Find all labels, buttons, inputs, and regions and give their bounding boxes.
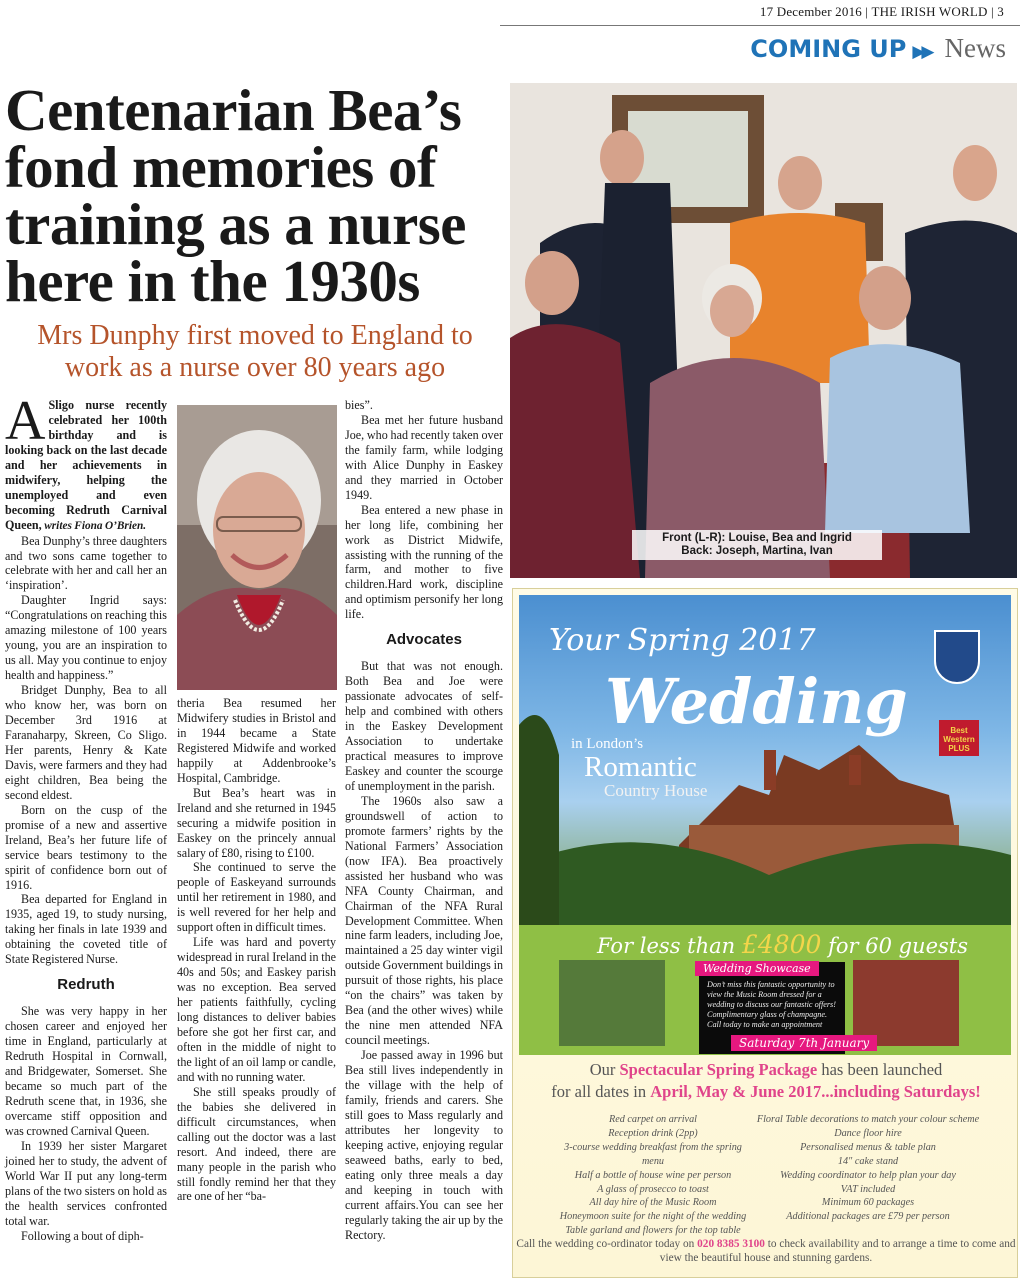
ad-launch-text: Our Spectacular Spring Package has been launched for all dates in April, May & June 2017...including Saturdays! — [551, 1060, 981, 1101]
paragraph: In 1939 her sister Margaret joined her to study, the advent of World War II put any long-term plans of the two sisters on hold as the health services confronted total war. — [5, 1138, 167, 1228]
section-name: News — [944, 33, 1006, 63]
country-house-image — [519, 595, 1011, 1055]
ad-price: For less than £4800 for 60 guests — [597, 930, 968, 959]
list-item: Minimum 60 packages — [821, 1197, 915, 1209]
byline: writes Fiona O’Brien. — [44, 519, 147, 532]
list-item: 14" cake stand — [837, 1155, 899, 1167]
paragraph: theria Bea resumed her Midwifery studies in Bristol and in 1944 became a State Registered Midwife and worked happily at Addenbrooke’s Hospital, Cambridge. — [177, 696, 336, 785]
list-item: A glass of prosecco to toast — [597, 1183, 709, 1195]
showcase-title: Wedding Showcase — [695, 961, 819, 976]
headline: Centenarian Bea’s fond memories of training as a nurse here in the 1930s — [5, 77, 466, 314]
showcase-date: Saturday 7th January — [731, 1035, 877, 1051]
paragraph: Following a bout of diph- — [21, 1228, 144, 1243]
issue-date: 17 December 2016 — [759, 4, 862, 19]
list-item: Reception drink (2pp) — [608, 1127, 698, 1139]
article-column-2 — [177, 696, 336, 1204]
portrait-photo — [177, 405, 337, 690]
subheading-redruth: Redruth — [57, 976, 115, 994]
paragraph: Bea entered a new phase in her long life, combining her work as District Midwife, assisting with the running of the farm, and mother to five children.Hard work, discipline and optimism personify her long life. — [345, 502, 503, 622]
masthead: 17 December 2016 | THE IRISH WORLD | 3 — [759, 4, 1004, 19]
paragraph: Bea met her future husband Joe, who had recently taken over the family farm, while lodging with Alice Dunphy in Easkey and they married in October 1949. — [345, 412, 503, 502]
section-header — [750, 33, 1006, 64]
paragraph: Joe passed away in 1996 but Bea still lives independently in the village with the help of family, friends and carers. She still goes to Mass regularly and attributes her longevity to keeping active, enjoying regular seaweed baths, early to bed, eating only three meals a day and keeping in touch with current affairs.You can see her regularly taking the air up by the Rectory. — [345, 1048, 503, 1242]
ad-romantic: Romantic — [584, 751, 697, 783]
paragraph: She was very happy in her chosen career and enjoyed her time in England, particularly at Redruth Hospital in Cornwall, and Bridgewater, Somerset. She became so much part of the Redruth scene that, in 1936, she overcame stiff opposition and was crowned Carnival Queen. — [5, 1004, 167, 1138]
list-item: Additional packages are £79 per person — [786, 1211, 950, 1223]
package-list-right — [753, 1113, 983, 1224]
double-arrow-icon: ▶▶ — [912, 42, 931, 61]
article-column-3 — [345, 398, 503, 1242]
article-column-1 — [5, 390, 167, 1243]
paragraph: Life was hard and poverty widespread in rural Ireland in the 40s and 50s; and Easkey parish was no exception. Bea served her patients faithfully, cycling long distances to deliver babies before she got her first car, and often in the middle of night to the light of an oil lamp or candle, and with no running water. — [177, 935, 336, 1084]
paragraph: But Bea’s heart was in Ireland and she returned in 1945 securing a midwife position in Easkey on the princely annual salary of £80, rising to £100. — [177, 785, 336, 860]
list-item: Floral Table decorations to match your colour scheme — [756, 1114, 980, 1125]
paragraph: Bea Dunphy’s three daughters and two sons came together to celebrate with her and call her an ‘inspiration’. — [5, 533, 167, 593]
list-item: Table garland and flowers for the top table — [565, 1225, 741, 1237]
ad-call-to-action: Call the wedding co-ordinator today on 020 8385 3100 to check availability and to arrange a time to come and view the beautiful house and stunning gardens. — [516, 1238, 1016, 1264]
drop-cap: A — [5, 390, 46, 452]
paragraph: But that was not enough. Both Bea and Joe were passionate advocates of self-help and combined with others in the Easkey Development Association to undertake practical measures to improve Easkey and counter the scourge of unemployment in the parish. — [345, 659, 503, 793]
phone-number: 020 8385 3100 — [697, 1238, 765, 1250]
ad-title-wedding: Wedding — [605, 665, 908, 738]
wedding-advertisement — [512, 588, 1018, 1278]
list-item: Dance floor hire — [834, 1127, 902, 1139]
subheading-advocates: Advocates — [386, 631, 462, 649]
paragraph: She continued to serve the people of Easkeyand surrounds until her retirement in 1980, and is well revered for her help and support often in difficult times. — [177, 860, 336, 935]
page-number: 3 — [997, 4, 1004, 19]
ad-title-line1: Your Spring 2017 — [549, 623, 816, 658]
family-photo — [510, 83, 1017, 578]
intro-paragraph: A Sligo nurse recently celebrated her 100th birthday and is looking back on the last decade and her achievements in midwifery, helping the unemployed and even becoming Redruth Carnival Queen, writes Fiona O’Brien. — [5, 390, 167, 532]
list-item: All day hire of the Music Room — [589, 1197, 717, 1209]
list-item: 3-course wedding breakfast from the spring menu — [564, 1141, 742, 1167]
subheadline: Mrs Dunphy first moved to England to work as a nurse over 80 years ago — [37, 320, 473, 383]
paragraph: Daughter Ingrid says: “Congratulations on reaching this amazing milestone of 100 years young, you are an inspiration to us all. May you continue to enjoy health and happiness.” — [5, 593, 167, 683]
header-rule — [500, 25, 1020, 26]
showcase-box: Don’t miss this fantastic opportunity to view the Music Room dressed for a wedding to discuss our fantastic offers! Complimentary glass of champagne. Call today to make an appointment — [699, 962, 845, 1054]
paragraph: bies”. — [345, 398, 373, 412]
coming-up-label: COMING UP — [750, 35, 907, 63]
paragraph: Bea departed for England in 1935, aged 19, to study nursing, taking her finals in late 1939 and obtaining the coveted title of State Registered Nurse. — [5, 892, 167, 967]
ad-in-london: in London’s — [571, 736, 644, 752]
paper-name: THE IRISH WORLD — [871, 4, 988, 19]
paragraph: Bridget Dunphy, Bea to all who know her, was born on December 3rd 1916 at Faranaharpy, Skreen, Co Sligo. Her parents, Henry & Kate Davis, were farmers and they had eight children, Bea being the second eldest. — [5, 683, 167, 802]
ad-country-house: Country House — [604, 781, 708, 800]
paragraph: The 1960s also saw a groundswell of action to promote farmers’ rights by the National Farmers’ Association (now IFA). Bea proactively assisted her husband who was NFA County Chairman, and Chairman of the NFA Rural Development Committee. When nine farm leaders, including Joe, maintained a 25 day winter vigil outside Government buildings in pursuit of those rights, his place “on the chairs” was taken by Bea (and the other wives) while the nine men attended NFA council meetings. — [345, 793, 503, 1048]
paragraph: She still speaks proudly of the babies she delivered in difficult circumstances, when calling out the doctor was a last resort. And indeed, there are many people in the parish who still fondly remind her that they are one of her “ba- — [177, 1084, 336, 1204]
list-item: Red carpet on arrival — [609, 1114, 697, 1125]
list-item: Honeymoon suite for the night of the wedding — [559, 1211, 747, 1223]
paragraph: Born on the cusp of the promise of a new and assertive Ireland, Bea’s her future life of service bears testimony to the spirit of confidence born out of 1916. — [5, 802, 167, 892]
list-item: Wedding coordinator to help plan your day — [780, 1169, 956, 1181]
list-item: VAT included — [840, 1183, 896, 1195]
crest-logo — [934, 630, 980, 684]
package-list-left — [553, 1113, 753, 1238]
photo-caption: Front (L-R): Louise, Bea and Ingrid Back: Joseph, Martina, Ivan — [632, 530, 882, 560]
best-western-logo: Best Western PLUS — [939, 720, 979, 756]
list-item: Personalised menus & table plan — [800, 1141, 936, 1153]
list-item: Half a bottle of house wine per person — [574, 1169, 732, 1181]
